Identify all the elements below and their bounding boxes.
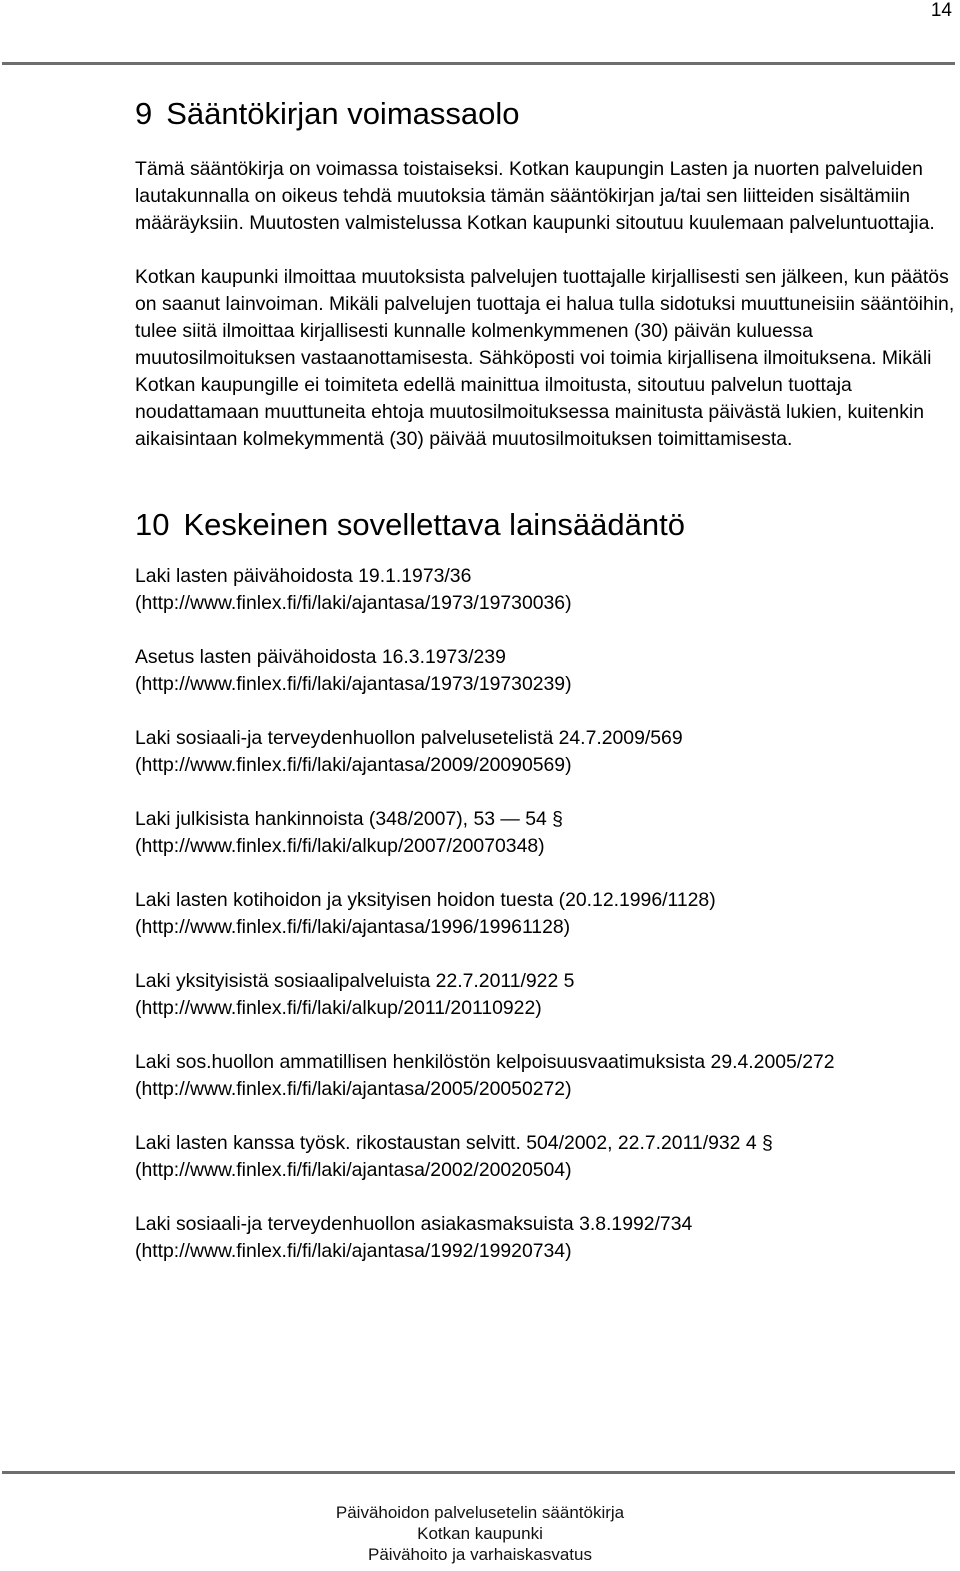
law-name: Laki julkisista hankinnoista (348/2007), 53 — 54 § (135, 808, 563, 830)
footer-divider (2, 1471, 955, 1474)
section-9-heading (135, 94, 955, 134)
footer-department: Päivähoito ja varhaiskasvatus (368, 1545, 592, 1564)
footer-document-title: Päivähoidon palvelusetelin sääntökirja (335, 1503, 625, 1522)
law-item (135, 1049, 955, 1103)
page-footer (0, 1502, 960, 1565)
law-link[interactable]: (http://www.finlex.fi/fi/laki/ajantasa/1992/19920734) (135, 1240, 572, 1262)
section-10-heading (135, 505, 955, 545)
section-9-paragraph-2: Kotkan kaupunki ilmoittaa muutoksista palvelujen tuottajalle kirjallisesti sen jälkeen, kun päätös on saanut lainvoiman. Mikäli palvelujen tuottaja ei halua tulla sidotuksi muuttuneisiin sääntöihin, tulee siitä ilmoittaa kirjallisesti kunnalle kolmenkymmenen (30) päivän kuluessa muutosilmoituksen vastaanottamisesta. Sähköposti voi toimia kirjallisena ilmoituksena. Mikäli Kotkan kaupungille ei toimiteta edellä mainittua ilmoitusta, sitoutuu palvelun tuottaja noudattamaan muuttuneita ehtoja muutosilmoituksessa mainitusta päivästä lukien, kuitenkin aikaisintaan kolmekymmentä (30) päivää muutosilmoituksen toimittamisesta. (135, 266, 955, 450)
law-name: Laki lasten kotihoidon ja yksityisen hoidon tuesta (20.12.1996/1128) (135, 889, 716, 911)
section-9-number: 9 (135, 96, 153, 131)
law-item (135, 806, 955, 860)
section-10-number: 10 (135, 507, 170, 542)
law-item (135, 1130, 955, 1184)
document-body (135, 94, 955, 1292)
law-link[interactable]: (http://www.finlex.fi/fi/laki/ajantasa/1973/19730239) (135, 673, 572, 695)
law-link[interactable]: (http://www.finlex.fi/fi/laki/ajantasa/2002/20020504) (135, 1159, 572, 1181)
law-link[interactable]: (http://www.finlex.fi/fi/laki/ajantasa/1973/19730036) (135, 592, 572, 614)
law-link[interactable]: (http://www.finlex.fi/fi/laki/ajantasa/2009/20090569) (135, 754, 572, 776)
law-name: Laki sosiaali-ja terveydenhuollon palvelusetelistä 24.7.2009/569 (135, 727, 683, 749)
law-name: Laki sosiaali-ja terveydenhuollon asiakasmaksuista 3.8.1992/734 (135, 1213, 693, 1235)
section-10-title: Keskeinen sovellettava lainsäädäntö (183, 507, 685, 542)
section-9-paragraph-1: Tämä sääntökirja on voimassa toistaiseksi. Kotkan kaupungin Lasten ja nuorten palveluiden lautakunnalla on oikeus tehdä muutoksia tämän sääntökirjan ja/tai sen liitteiden sisältämiin määräyksiin. Muutosten valmistelussa Kotkan kaupunki sitoutuu kuulemaan palveluntuottajia. (135, 158, 935, 234)
law-item (135, 1211, 955, 1265)
law-link[interactable]: (http://www.finlex.fi/fi/laki/ajantasa/1996/19961128) (135, 916, 571, 938)
law-item (135, 887, 955, 941)
law-item (135, 968, 955, 1022)
footer-organization: Kotkan kaupunki (417, 1524, 543, 1543)
law-item (135, 725, 955, 779)
law-name: Laki lasten kanssa työsk. rikostaustan selvitt. 504/2002, 22.7.2011/932 4 § (135, 1132, 773, 1154)
law-link[interactable]: (http://www.finlex.fi/fi/laki/alkup/2011/20110922) (135, 997, 542, 1019)
law-link[interactable]: (http://www.finlex.fi/fi/laki/alkup/2007/20070348) (135, 835, 545, 857)
law-name: Laki yksityisistä sosiaalipalveluista 22.7.2011/922 5 (135, 970, 575, 992)
law-item (135, 644, 955, 698)
law-name: Asetus lasten päivähoidosta 16.3.1973/239 (135, 646, 506, 668)
section-9-title: Sääntökirjan voimassaolo (166, 96, 520, 131)
law-item (135, 563, 955, 617)
law-name: Laki sos.huollon ammatillisen henkilöstön kelpoisuusvaatimuksista 29.4.2005/272 (135, 1051, 835, 1073)
law-link[interactable]: (http://www.finlex.fi/fi/laki/ajantasa/2005/20050272) (135, 1078, 572, 1100)
page-number: 14 (930, 0, 952, 21)
law-name: Laki lasten päivähoidosta 19.1.1973/36 (135, 565, 472, 587)
header-divider (2, 62, 955, 65)
